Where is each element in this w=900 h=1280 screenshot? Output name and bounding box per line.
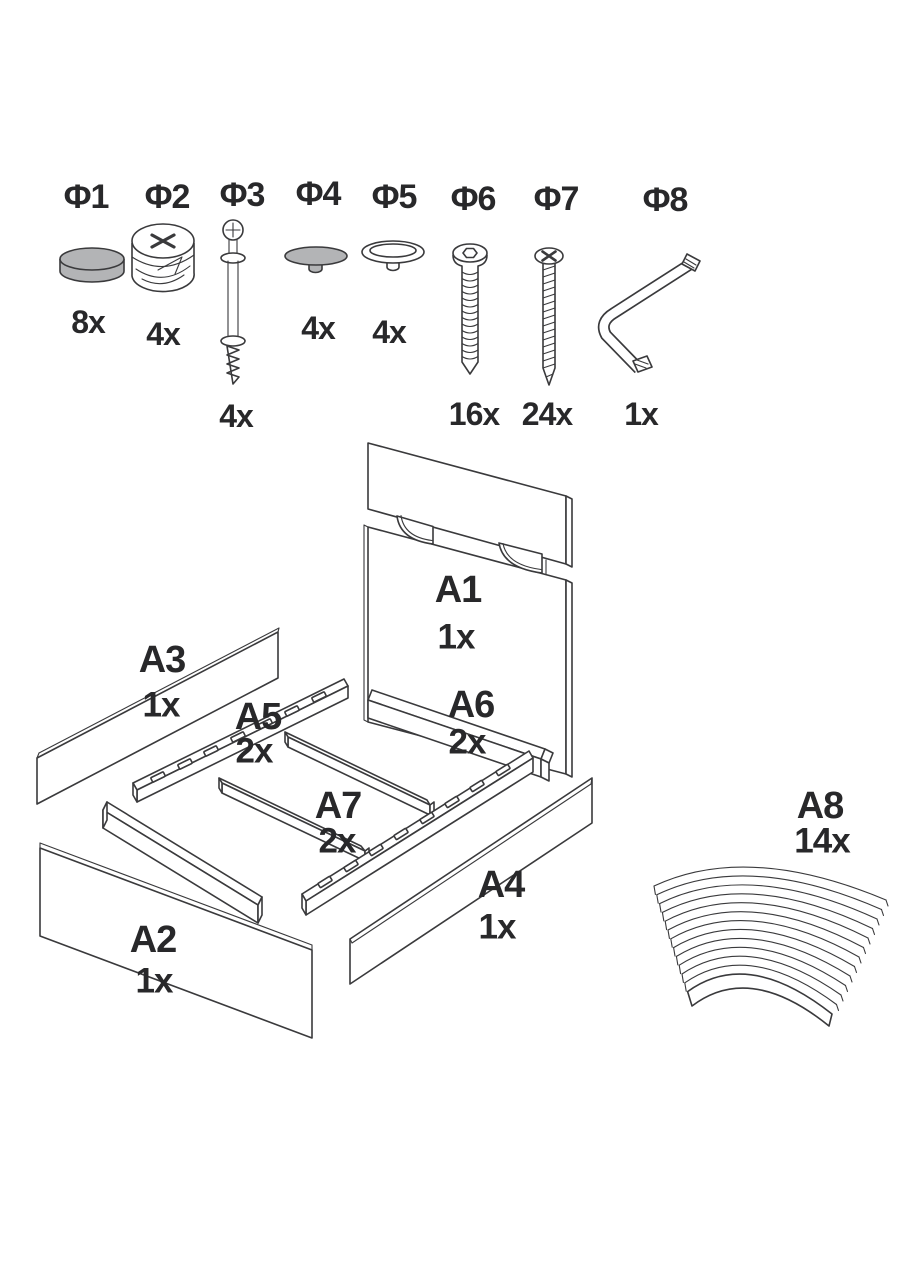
hardware-phi4-qty: 4x (301, 310, 335, 346)
hardware-phi5-label: Φ5 (371, 178, 417, 216)
hardware-phi6-qty: 16x (448, 396, 500, 432)
part-a8-label: A8 (796, 785, 844, 827)
hardware-phi2-label: Φ2 (144, 178, 190, 216)
part-a5-qty: 2x (235, 731, 273, 771)
part-a6-qty: 2x (448, 722, 486, 762)
hardware-phi1-label: Φ1 (63, 178, 109, 216)
hardware-phi7-label: Φ7 (533, 180, 579, 218)
hardware-phi5-qty: 4x (372, 314, 406, 350)
part-a4-label: A4 (477, 864, 525, 906)
part-a5-label: A5 (234, 696, 282, 738)
hardware-phi6-label: Φ6 (450, 180, 496, 218)
allen-key-icon (604, 254, 700, 372)
hardware-phi4-label: Φ4 (295, 175, 341, 213)
hardware-phi8-qty: 1x (624, 396, 658, 432)
part-a4-qty: 1x (478, 907, 516, 947)
part-a8-qty: 14x (794, 821, 850, 861)
part-a2-qty: 1x (135, 961, 173, 1001)
part-a3-label: A3 (138, 639, 186, 681)
hardware-phi7-qty: 24x (521, 396, 573, 432)
oval-cover-cap-icon (362, 241, 424, 271)
part-a3-qty: 1x (142, 685, 180, 725)
cam-dowel-bolt-icon (221, 220, 245, 384)
part-a1-qty: 1x (437, 617, 475, 657)
mushroom-cover-cap-icon (285, 247, 347, 273)
round-cover-cap-icon (60, 248, 124, 282)
wood-screw-icon (535, 248, 563, 385)
hardware-phi3-label: Φ3 (219, 176, 265, 214)
part-a6-label: A6 (447, 684, 495, 726)
confirmat-bolt-icon (453, 244, 487, 374)
part-a7-label: A7 (314, 785, 362, 827)
hardware-phi2-qty: 4x (146, 316, 180, 352)
cam-lock-fitting-icon (132, 224, 194, 292)
hardware-phi3-qty: 4x (219, 398, 253, 434)
part-a8-slats-stack-drawing (654, 867, 888, 1026)
hardware-phi8-label: Φ8 (642, 181, 688, 219)
hardware-phi1-qty: 8x (71, 304, 105, 340)
part-a1-label: A1 (434, 569, 482, 611)
part-a2-label: A2 (129, 919, 177, 961)
part-a7-qty: 2x (318, 821, 356, 861)
